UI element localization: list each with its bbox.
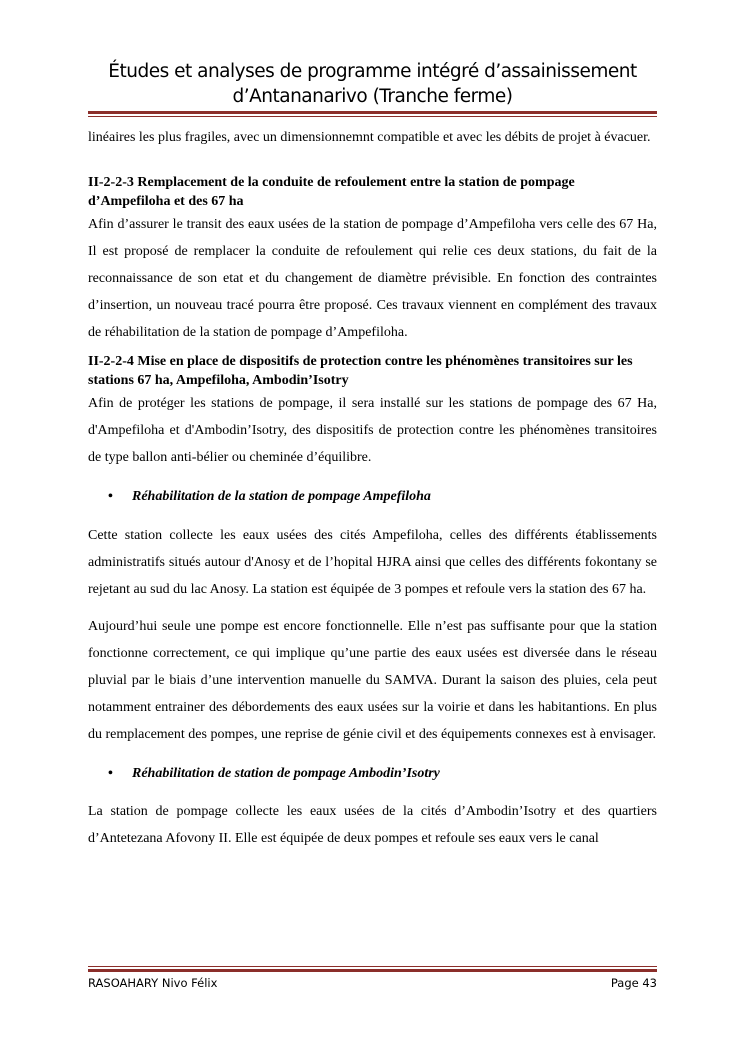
page-number: Page 43 (610, 976, 657, 990)
bullet-item-ampefiloha (88, 487, 657, 507)
header-title-line2: d’Antananarivo (Tranche ferme) (232, 86, 513, 107)
section-heading-ii-2-2-4: II-2-2-4 Mise en place de dispositifs de protection contre les phénomènes transitoires sur les stations 67 ha, Ampefiloha, Ambodin’Isotry (88, 354, 633, 388)
bullet-label: Réhabilitation de station de pompage Ambodin’Isotry (132, 766, 440, 781)
footer-author: RASOAHARY Nivo Félix (88, 976, 218, 990)
paragraph-ampefiloha-collecte: Cette station collecte les eaux usées des cités Ampefiloha, celles des différents établissements administratifs situés autour d'Anosy et de l’hopital HJRA ainsi que celles des différents fokontany se rejetant au sud du lac Anosy. La station est équipée de 3 pompes et refoule vers la station des 67 ha. (88, 528, 657, 597)
section-heading-ii-2-2-3: II-2-2-3 Remplacement de la conduite de refoulement entre la station de pompage d’Ampefiloha et des 67 ha (88, 175, 575, 209)
paragraph-protection: Afin de protéger les stations de pompage, il sera installé sur les stations de pompage des 67 Ha, d'Ampefiloha et d'Ambodin’Isotry, des dispositifs de protection contre les phénomènes transitoires de type ballon anti-bélier ou cheminée d’équilibre. (88, 396, 657, 465)
paragraph-ambodin-isotry: La station de pompage collecte les eaux usées de la cités d’Ambodin’Isotry et des quartiers d’Antetezana Afovony II. Elle est équipée de deux pompes et refoule ses eaux vers le canal (88, 804, 657, 846)
header-title-line1: Études et analyses de programme intégré d’assainissement (108, 61, 637, 82)
paragraph-continuation: linéaires les plus fragiles, avec un dimensionnemnt compatible et avec les débits de projet à évacuer. (88, 130, 651, 145)
bullet-icon: • (108, 489, 113, 504)
bullet-item-ambodin-isotry (88, 764, 657, 784)
header-rule-thick (88, 111, 657, 114)
header-rule-thin (88, 116, 657, 117)
footer-rule-thick (88, 969, 657, 972)
bullet-label: Réhabilitation de la station de pompage Ampefiloha (132, 489, 431, 504)
paragraph-conduite: Afin d’assurer le transit des eaux usées de la station de pompage d’Ampefiloha vers celle des 67 Ha, Il est proposé de remplacer la conduite de refoulement qui relie ces deux stations, du fait de la reconnaissance de son etat et du changement de diamètre prévisible. En fonction des contraintes d’insertion, un nouveau tracé pourra être proposé. Ces travaux viennent en complément des travaux de réhabilitation de la station de pompage d’Ampefiloha. (88, 217, 657, 340)
document-body (88, 124, 657, 852)
bullet-icon: • (108, 766, 113, 781)
page-header (88, 59, 657, 109)
footer-rule-thin (88, 966, 657, 967)
page-footer (88, 976, 657, 990)
paragraph-ampefiloha-etat: Aujourd’hui seule une pompe est encore fonctionnelle. Elle n’est pas suffisante pour que la station fonctionne correctement, ce qui implique qu’une partie des eaux usées est diversée dans le réseau pluvial par le biais d’une intervention manuelle du SAMVA. Durant la saison des pluies, cela peut notamment entrainer des débordements des eaux usées sur la voirie et dans les habitantions. En plus du remplacement des pompes, une reprise de génie civil et des équipements connexes est à envisager. (88, 619, 657, 742)
